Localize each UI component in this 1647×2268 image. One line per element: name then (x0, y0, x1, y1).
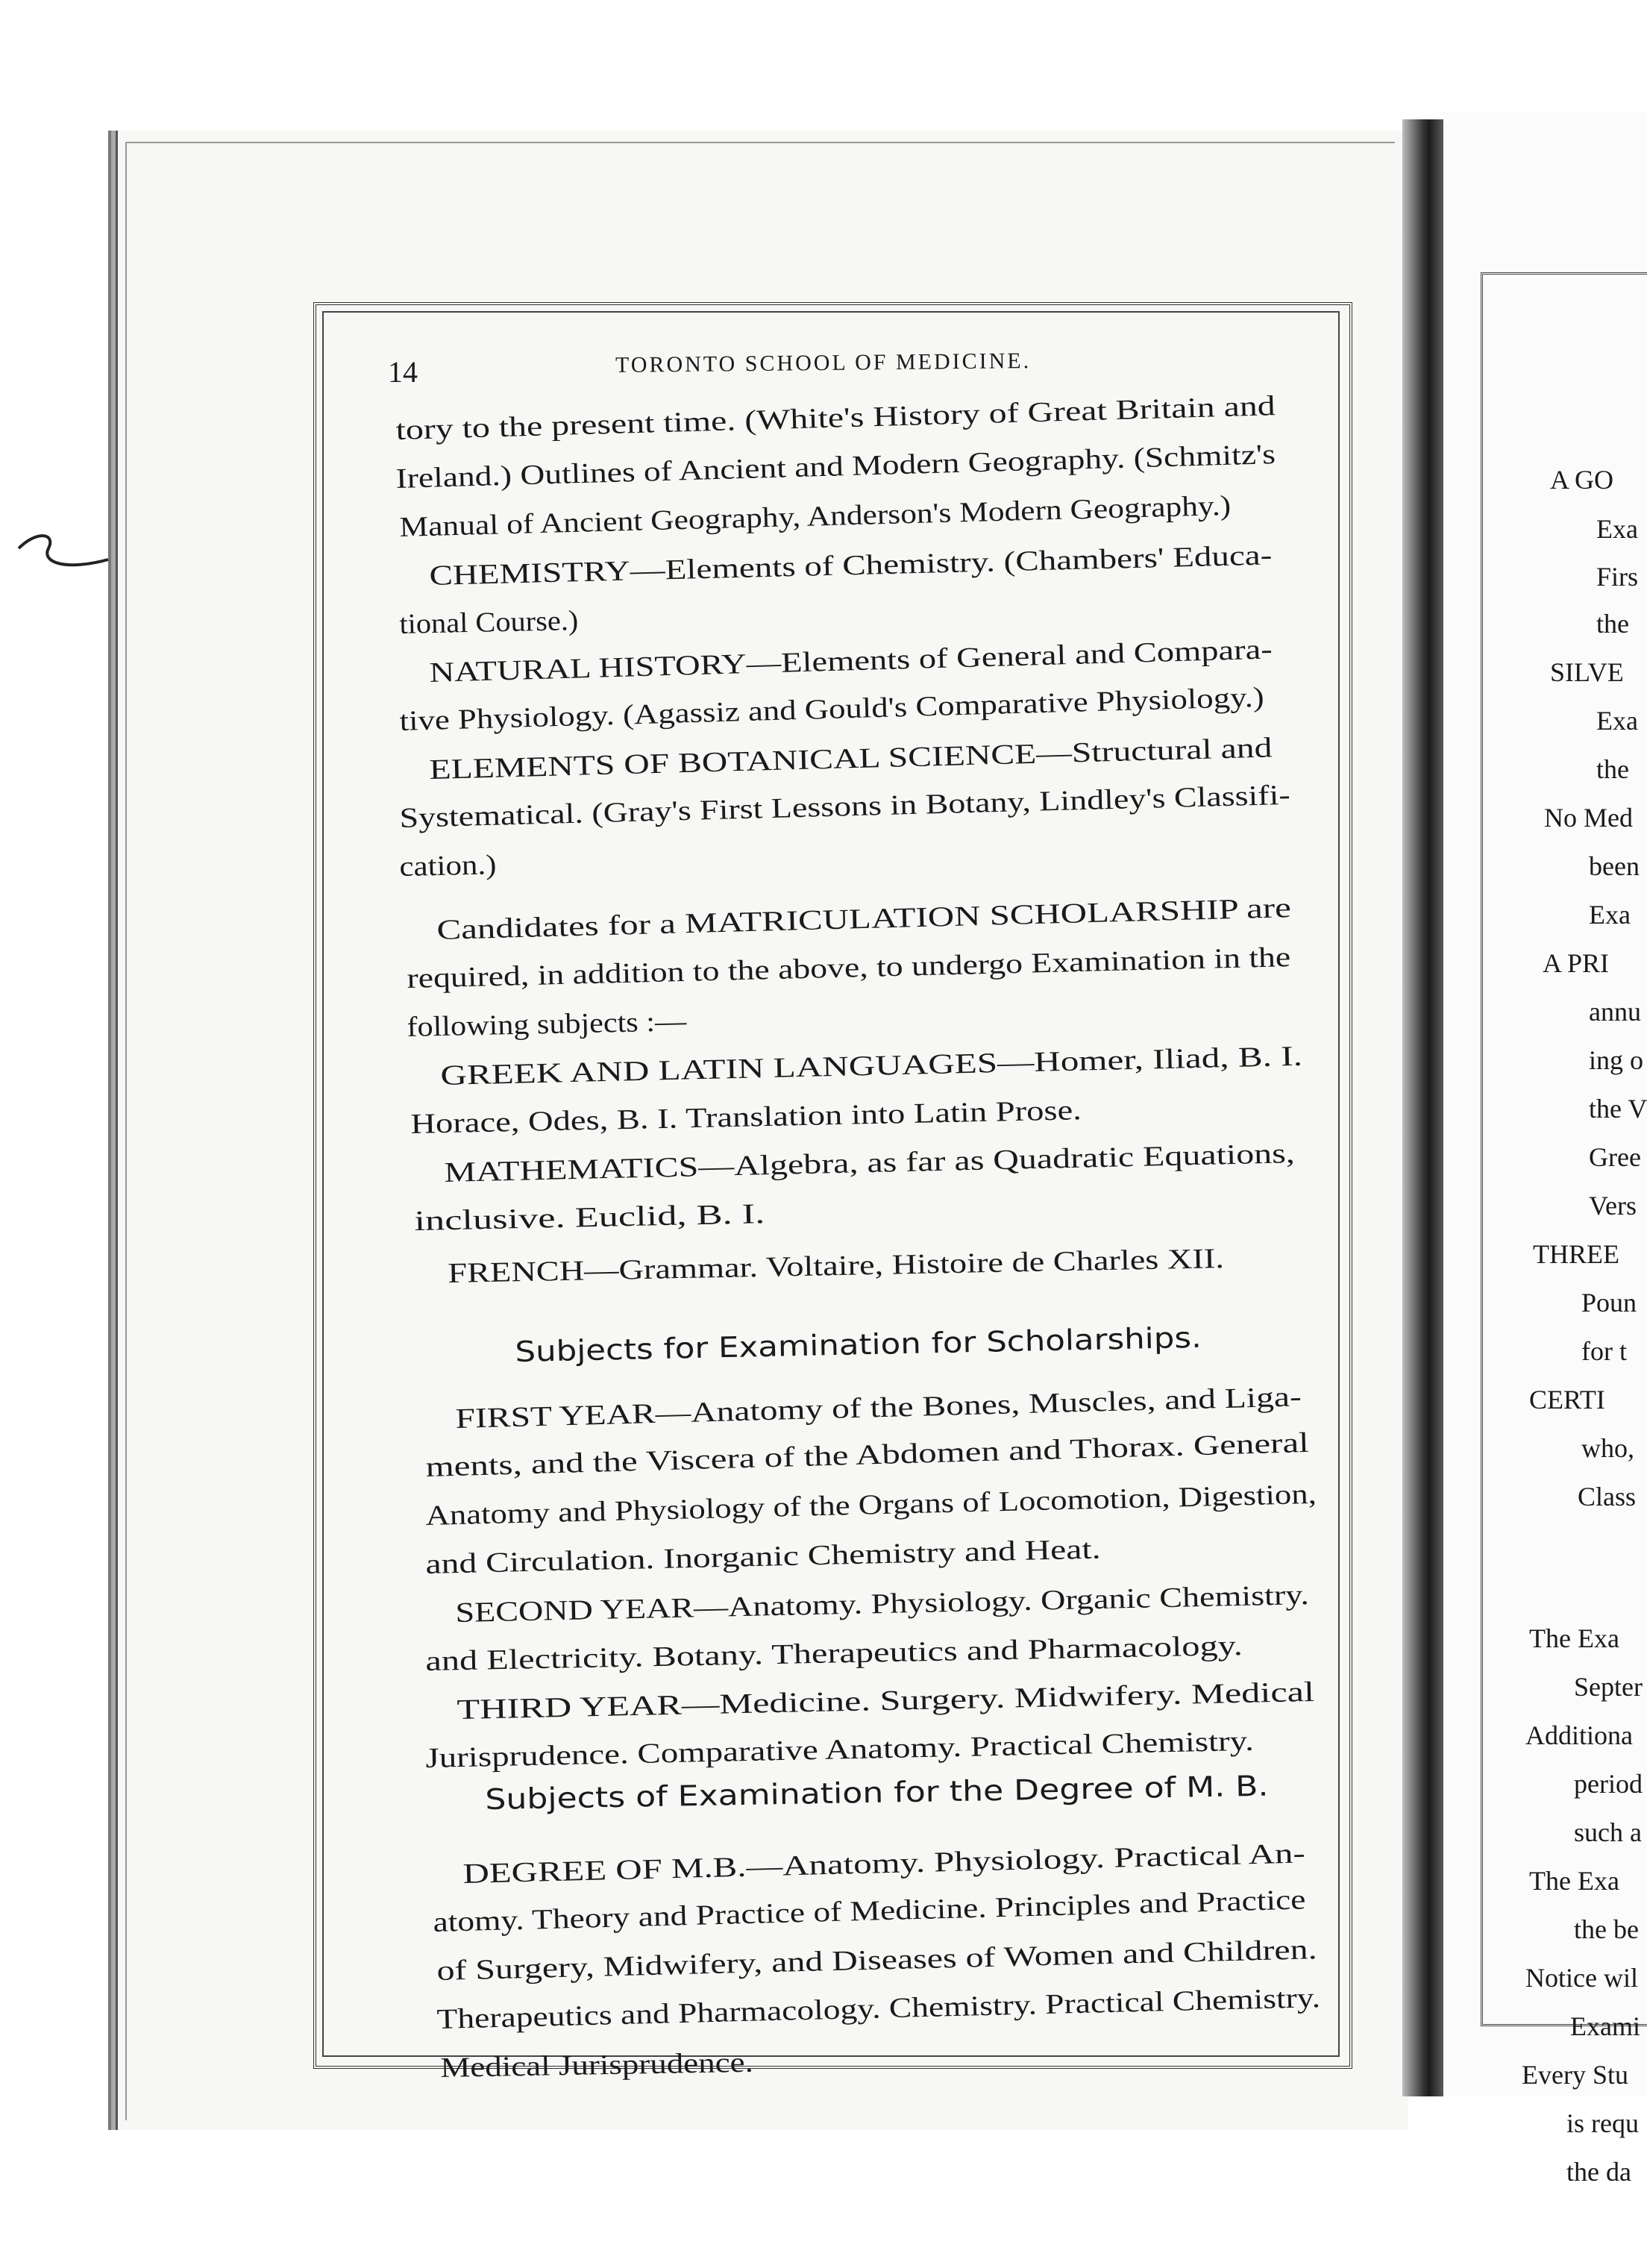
text-line: Ireland.) Outlines of Ancient and Modern Geography. (Schmitz's (395, 439, 1276, 495)
text-line: ments, and the Viscera of the Abdomen and Thorax. General (425, 1426, 1310, 1483)
text-line: of Surgery, Midwifery, and Diseases of Women and Children. (436, 1934, 1318, 1987)
right-page-fragment: Firs (1596, 562, 1639, 592)
right-page-fragment: Gree (1589, 1142, 1641, 1172)
right-page-fragment: A GO (1550, 465, 1614, 495)
text-line: DEGREE OF M.B.—Anatomy. Physiology. Practical An- (462, 1838, 1306, 1890)
text-line: Jurisprudence. Comparative Anatomy. Practical Chemistry. (425, 1725, 1255, 1774)
right-page-fragment: The Exa (1529, 1623, 1619, 1653)
text-line: Manual of Ancient Geography, Anderson's Modern Geography.) (399, 489, 1232, 543)
text-line: CHEMISTRY—Elements of Chemistry. (Chambers' Educa- (429, 539, 1273, 592)
right-page-fragment: been (1589, 851, 1640, 881)
right-page-fragment: the be (1574, 1914, 1639, 1944)
right-page-fragment: Exa (1596, 514, 1638, 544)
text-line: and Electricity. Botany. Therapeutics and Pharmacology. (425, 1629, 1243, 1677)
text-line: FRENCH—Grammar. Voltaire, Histoire de Charles XII. (448, 1243, 1225, 1289)
text-line: inclusive. Euclid, B. I. (414, 1198, 765, 1237)
text-line: Therapeutics and Pharmacology. Chemistry. Practical Chemistry. (436, 1982, 1321, 2035)
right-page-fragment: for t (1581, 1336, 1627, 1366)
text-line: atomy. Theory and Practice of Medicine. Principles and Practice (433, 1884, 1306, 1938)
right-page-fragment: Poun (1581, 1288, 1637, 1318)
right-page-fragment: Every Stu (1522, 2060, 1628, 2090)
text-line: NATURAL HISTORY—Elements of General and Compara- (429, 633, 1273, 689)
text-line: THIRD YEAR—Medicine. Surgery. Midwifery. Medical (457, 1676, 1315, 1726)
text-line: FIRST YEAR—Anatomy of the Bones, Muscles, and Liga- (455, 1381, 1302, 1435)
text-line: following subjects :— (407, 1006, 687, 1043)
text-line: MATHEMATICS—Algebra, as far as Quadratic Equations, (444, 1138, 1296, 1188)
right-page-fragment: The Exa (1529, 1866, 1619, 1896)
right-page-fragment: THREE (1533, 1239, 1619, 1269)
section-heading-degree: Subjects of Examination for the Degree of M. B. (485, 1769, 1269, 1816)
right-page-fragment: Notice wil (1525, 1963, 1638, 1993)
right-page-fragment: Vers (1589, 1191, 1637, 1221)
text-line: Horace, Odes, B. I. Translation into Latin Prose. (410, 1094, 1082, 1140)
section-heading-scholarships: Subjects for Examination for Scholarships. (515, 1321, 1202, 1368)
text-line: ELEMENTS OF BOTANICAL SCIENCE—Structural and (429, 732, 1273, 786)
text-line: SECOND YEAR—Anatomy. Physiology. Organic Chemistry. (455, 1579, 1310, 1629)
right-page-fragment: period (1574, 1769, 1643, 1799)
right-page-fragment: the da (1566, 2157, 1631, 2187)
running-title: TORONTO SCHOOL OF MEDICINE. (615, 348, 1032, 378)
right-page-fragment: Additiona (1525, 1720, 1633, 1750)
text-line: tory to the present time. (White's History of Great Britain and (395, 390, 1276, 446)
right-page-fragment: the (1596, 609, 1629, 639)
right-page-fragment: the (1596, 754, 1629, 784)
right-page-fragment: Exa (1589, 900, 1631, 930)
right-page-fragment: SILVE (1550, 657, 1624, 687)
text-line: cation.) (399, 849, 497, 883)
text-line: GREEK AND LATIN LANGUAGES—Homer, Iliad, B. I. (440, 1040, 1303, 1091)
right-page-fragment: Exa (1596, 706, 1638, 736)
text-line: Medical Jurisprudence. (440, 2046, 754, 2084)
text-line: Systematical. (Gray's First Lessons in Botany, Lindley's Classifi- (399, 779, 1291, 834)
right-page-fragment: is requ (1566, 2108, 1639, 2138)
right-page-fragment: such a (1574, 1817, 1642, 1847)
right-page-fragment: Septer (1574, 1672, 1643, 1702)
text-line: tive Physiology. (Agassiz and Gould's Comparative Physiology.) (399, 681, 1265, 737)
text-line: and Circulation. Inorganic Chemistry and Heat. (425, 1533, 1101, 1580)
text-line: Anatomy and Physiology of the Organs of Locomotion, Digestion, (425, 1478, 1317, 1532)
right-page-fragment: ing o (1589, 1045, 1644, 1075)
right-page-fragment: the V (1589, 1094, 1647, 1124)
right-page-fragment: Exami (1570, 2011, 1640, 2041)
page-number: 14 (388, 355, 418, 389)
right-page-fragment: No Med (1544, 803, 1633, 833)
right-page-fragment: A PRI (1543, 948, 1610, 978)
text-line: required, in addition to the above, to undergo Examination in the (407, 942, 1291, 994)
right-page-fragment: who, (1581, 1433, 1634, 1463)
right-page-fragment: Class (1578, 1482, 1637, 1512)
text-line: Candidates for a MATRICULATION SCHOLARSHIP are (436, 892, 1292, 946)
right-page-fragment: annu (1589, 997, 1641, 1027)
right-page-fragment: CERTI (1529, 1385, 1605, 1415)
text-line: tional Course.) (399, 604, 579, 640)
